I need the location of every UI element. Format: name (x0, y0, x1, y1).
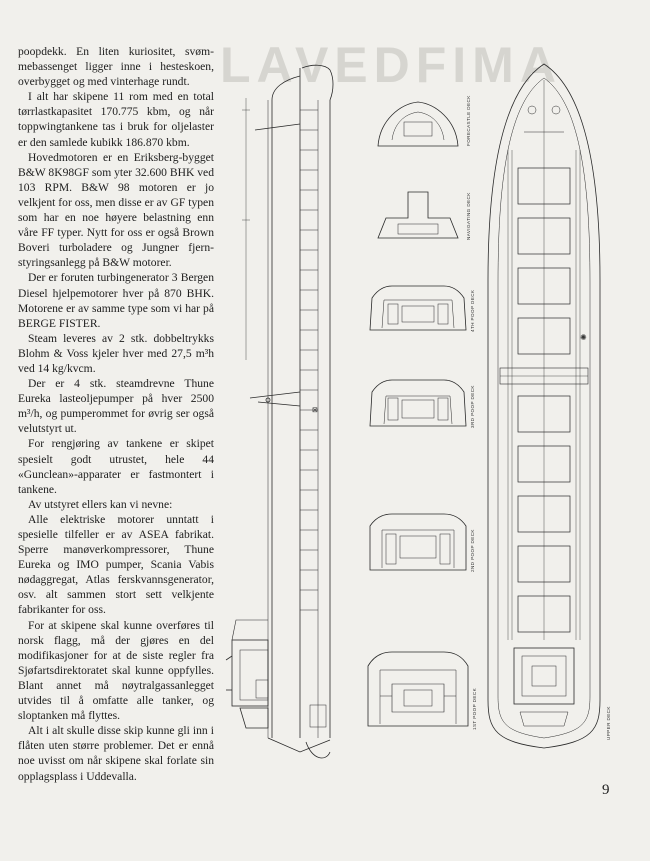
deck-label: NAVIGATING DECK (466, 192, 471, 240)
page-number: 9 (602, 782, 610, 798)
paragraph: Hovedmotoren er en Eriksberg-bygget B&W 8K98GF som yter 32.600 BHK ved 103 RPM. B&W 98 motoren er jo velkjent for oss, men disse er av GF typen som har en noe høyere belastning enn våre FF typer. Nytt for oss er også Brown Boveri turboladere og Jungner fjernstyringsanlegg på B&W motorer. (18, 150, 214, 270)
deck-label: FORECASTLE DECK (466, 95, 471, 146)
paragraph: For rengjøring av tankene er skipet spesielt godt utrustet, hele 44 «Gunclean»-apparater er fastmontert i tankene. (18, 437, 214, 496)
deck-label: 1ST POOP DECK (472, 687, 477, 730)
svg-text:⊠: ⊠ (312, 407, 318, 414)
deck-plans (368, 102, 468, 726)
side-profile (226, 65, 333, 758)
paragraph: Av utstyret ellers kan vi nevne: (28, 497, 173, 511)
svg-text:✺: ✺ (580, 333, 587, 342)
deck-label: 3RD POOP DECK (470, 385, 475, 428)
deck-label: 2ND POOP DECK (470, 529, 475, 572)
deck-label: 4TH POOP DECK (470, 289, 475, 332)
background-title: LAVEDFIMA (220, 37, 562, 93)
upper-deck-plan (488, 64, 600, 748)
paragraph: I alt har skipene 11 rom med en total tørrlastkapasitet 170.775 kbm, og når toppwingtankene tas i bruk for oljelaster er den samlede kubikk 186.870 kbm. (18, 90, 214, 149)
deck-label: UPPER DECK (606, 706, 611, 740)
paragraph: For at skipene skal kunne overføres til norsk flagg, må der gjøres en del modifikasjoner for at de siste regler fra Sjøfartsdirektoratet skal kunne oppfylles. Blant annet må nøytralgassanlegget utvides til å omfatte alle tanker, og sloptanken må flyttes. (18, 618, 214, 723)
paragraph: Alle elektriske motorer unntatt i spesielle tilfeller er av ASEA fabrikat. Sperre manøverkompressorer, Thune Eureka og IMO pumper, Scania Vabis nødaggregat, Atlas ferskvannsgenerator, osv. alt sammen stort sett velkjente fabrikanter for oss. (18, 512, 214, 617)
paragraph: Alt i alt skulle disse skip kunne gli inn i flåten uten større problemer. Det er ennå noe uvisst om når skipene skal forlate sin opplagsplass i Uddevalla. (18, 724, 214, 783)
paragraph: poopdekk. En liten kuriositet, svømmebassenget ligger inne i hesteskoen, overbygget og med vinterhage rundt. (18, 45, 214, 89)
paragraph: Der er foruten turbingenerator 3 Bergen Diesel hjelpemotorer hver på 870 BHK. Motorene er av samme type som vi har på BERGE FISTER. (18, 271, 214, 330)
paragraph: Steam leveres av 2 stk. dobbeltrykks Blohm & Voss kjeler hver med 27,5 m³h ved 14 kg/kvcm. (18, 331, 214, 375)
paragraph: Der er 4 stk. steamdrevne Thune Eureka lasteoljepumper på hver 2500 m³/h, og pumperommet for øvrig ser også velutstyrt ut. (18, 377, 214, 436)
